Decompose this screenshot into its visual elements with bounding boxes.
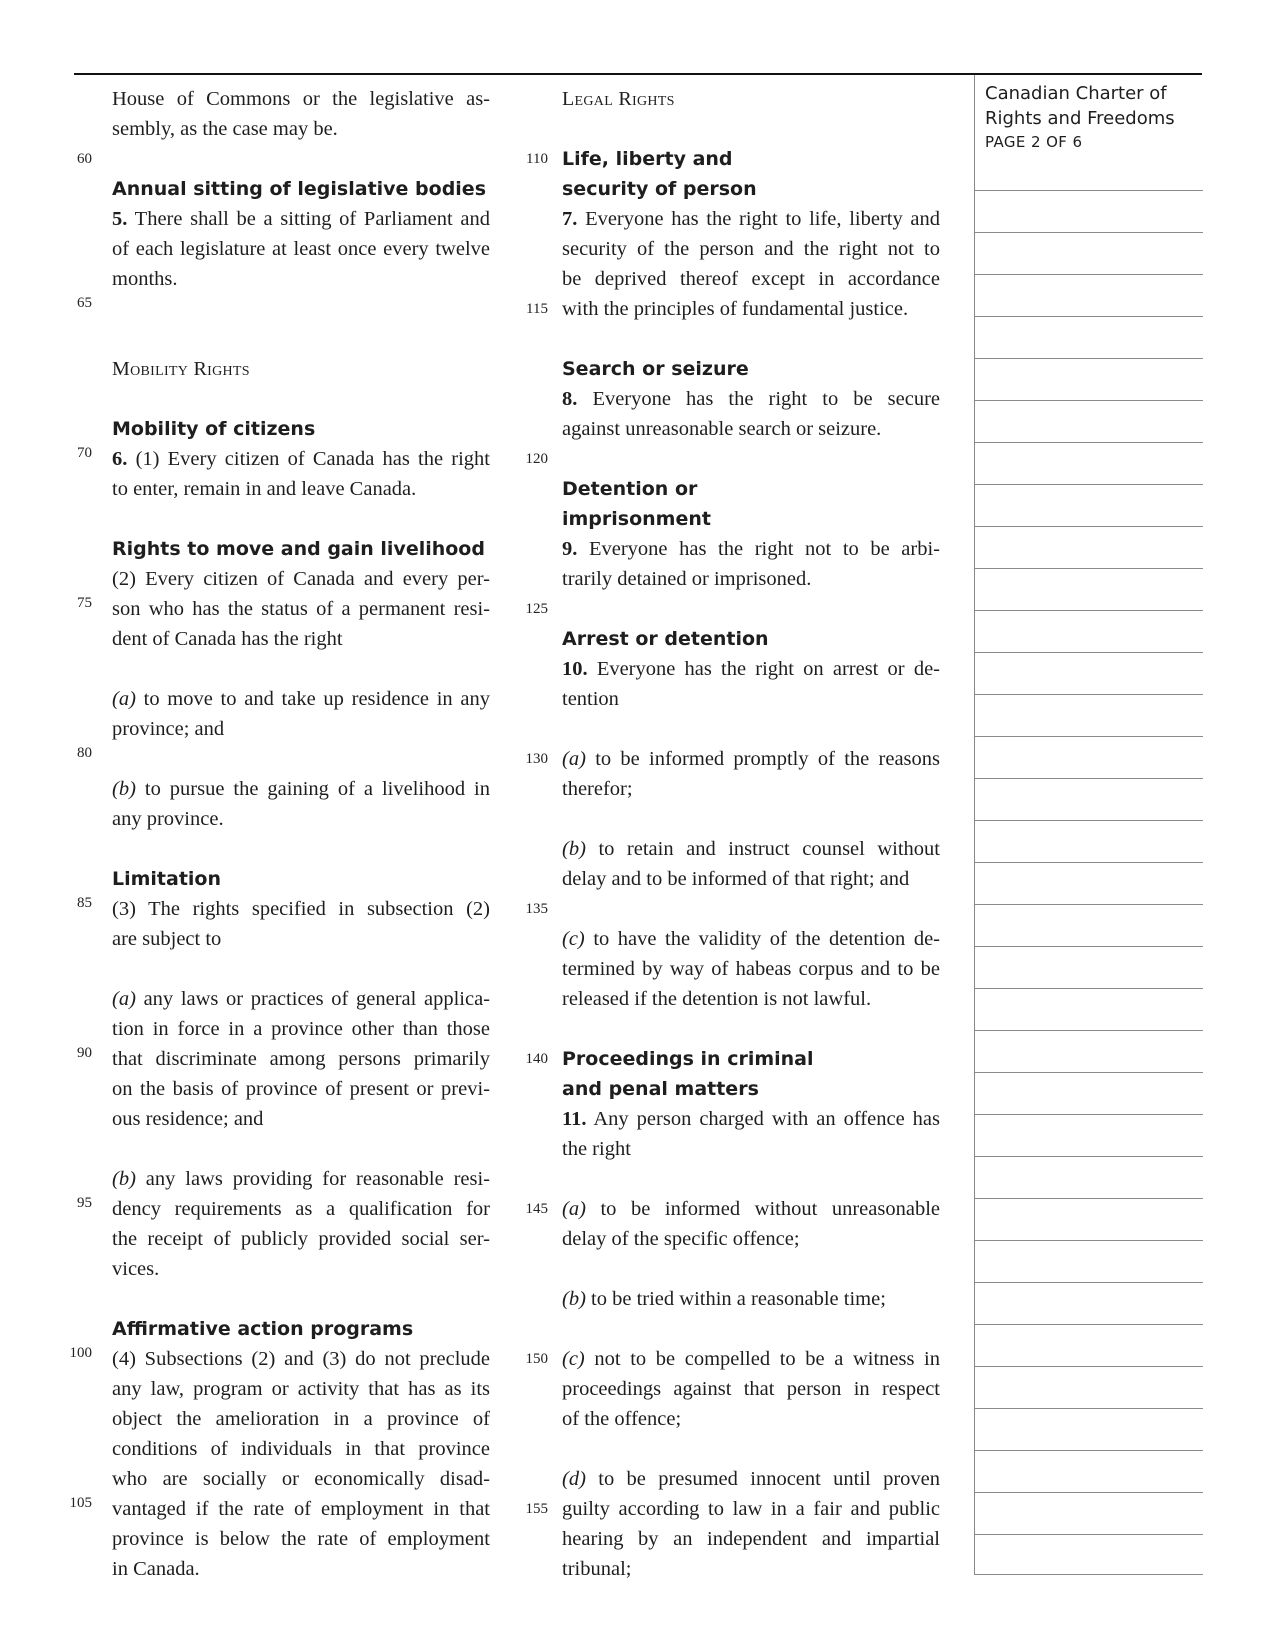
body-text-line: [562, 654, 940, 684]
blank-line: [562, 714, 940, 744]
note-line: [975, 736, 1203, 737]
body-text-line: [562, 834, 940, 864]
note-line: [975, 946, 1203, 947]
note-line: [975, 232, 1203, 233]
section-heading: Rights to move and gain livelihood: [112, 538, 485, 560]
blank-line: [112, 294, 490, 324]
section-number: 9.: [562, 538, 578, 560]
body-text-line: [562, 744, 940, 774]
note-line: [975, 568, 1203, 569]
notes-sidebar: [974, 75, 1203, 1575]
blank-line: [562, 1014, 940, 1044]
note-line: [975, 1156, 1203, 1157]
body-text-line: [562, 1284, 940, 1314]
body-text-line: released if the detention is not lawful.: [562, 988, 872, 1010]
body-text-line: therefor;: [562, 778, 633, 800]
section-heading: Arrest or detention: [562, 628, 769, 650]
line-number: 100: [69, 1345, 92, 1361]
paragraph-marker: (a): [562, 1198, 586, 1220]
body-text-line: [562, 1464, 940, 1494]
body-text-line: dent of Canada has the right: [112, 628, 343, 650]
note-line: [975, 1574, 1203, 1575]
body-text-line: son who has the status of a permanent resi-: [112, 598, 490, 620]
body-text-line: (2) Every citizen of Canada and every per-: [112, 568, 490, 590]
body-text: (1) Every citizen of Canada has the right: [135, 448, 490, 470]
blank-line: [562, 594, 940, 624]
blank-line: [562, 444, 940, 474]
note-line: [975, 1114, 1203, 1115]
body-text-line: sembly, as the case may be.: [112, 118, 338, 140]
note-line: [975, 694, 1203, 695]
body-text: Any person charged with an offence has: [593, 1108, 940, 1130]
body-text-line: [112, 774, 490, 804]
body-text: Everyone has the right to be secure: [592, 388, 941, 410]
note-line: [975, 1534, 1203, 1535]
line-number: 145: [525, 1201, 548, 1217]
note-line: [975, 1450, 1203, 1451]
blank-line: [112, 834, 490, 864]
line-number: 135: [525, 901, 548, 917]
body-text-line: [562, 1104, 940, 1134]
blank-line: [112, 1134, 490, 1164]
body-text-line: any law, program or activity that has as its: [112, 1378, 490, 1400]
line-number: 105: [69, 1495, 92, 1511]
body-text-line: vantaged if the rate of employment in that: [112, 1498, 490, 1520]
body-text-line: hearing by an independent and impartial: [562, 1528, 940, 1550]
line-number: 60: [77, 151, 92, 167]
part-heading: Legal Rights: [562, 88, 675, 110]
body-text-line: province is below the rate of employment: [112, 1528, 490, 1550]
body-text-line: [562, 1344, 940, 1374]
blank-line: [562, 1314, 940, 1344]
section-heading: Proceedings in criminal: [562, 1048, 814, 1070]
body-text-line: (4) Subsections (2) and (3) do not preclude: [112, 1348, 490, 1370]
body-text-line: province; and: [112, 718, 225, 740]
body-text-line: [562, 384, 940, 414]
section-heading: and penal matters: [562, 1078, 759, 1100]
body-text-line: security of the person and the right not to: [562, 238, 940, 260]
paragraph-marker: (b): [112, 1168, 136, 1190]
body-text-line: tion in force in a province other than those: [112, 1018, 490, 1040]
body-text-line: proceedings against that person in respect: [562, 1378, 940, 1400]
note-line: [975, 274, 1203, 275]
note-line: [975, 778, 1203, 779]
body-text: to move to and take up residence in any: [143, 688, 490, 710]
body-text-line: of the offence;: [562, 1408, 682, 1430]
note-line: [975, 862, 1203, 863]
body-text-line: delay and to be informed of that right; and: [562, 868, 910, 890]
note-line: [975, 1072, 1203, 1073]
body-text-line: ous residence; and: [112, 1108, 264, 1130]
blank-line: [112, 504, 490, 534]
body-text: any laws or practices of general applica-: [143, 988, 490, 1010]
blank-line: [562, 804, 940, 834]
blank-line: [562, 1164, 940, 1194]
body-text: any laws providing for reasonable resi-: [145, 1168, 490, 1190]
body-text: to retain and instruct counsel without: [598, 838, 941, 860]
section-heading: Affirmative action programs: [112, 1318, 414, 1340]
blank-line: [112, 654, 490, 684]
blank-line: [112, 744, 490, 774]
note-line: [975, 904, 1203, 905]
paragraph-marker: (b): [562, 838, 586, 860]
body-text-line: [112, 204, 490, 234]
note-line: [975, 820, 1203, 821]
line-number: 120: [525, 451, 548, 467]
paragraph-marker: (a): [112, 988, 136, 1010]
line-number: 70: [77, 445, 92, 461]
body-text-line: are subject to: [112, 928, 222, 950]
section-heading: security of person: [562, 178, 757, 200]
left-column: [112, 84, 490, 1584]
body-text-line: (3) The rights specified in subsection (2): [112, 898, 490, 920]
note-line: [975, 652, 1203, 653]
body-text-line: [562, 204, 940, 234]
blank-line: [112, 324, 490, 354]
paragraph-marker: (b): [562, 1288, 586, 1310]
section-number: 5.: [112, 208, 128, 230]
body-text-line: months.: [112, 268, 178, 290]
section-number: 8.: [562, 388, 578, 410]
blank-line: [112, 384, 490, 414]
section-heading: Mobility of citizens: [112, 418, 316, 440]
line-number: 90: [77, 1045, 92, 1061]
body-text: Everyone has the right not to be arbi-: [588, 538, 941, 560]
body-text-line: vices.: [112, 1258, 160, 1280]
section-number: 11.: [562, 1108, 587, 1130]
note-line: [975, 316, 1203, 317]
section-heading: Annual sitting of legislative bodies: [112, 178, 487, 200]
note-line: [975, 526, 1203, 527]
line-number: 110: [526, 151, 548, 167]
note-line: [975, 1366, 1203, 1367]
body-text-line: [112, 1164, 490, 1194]
note-line: [975, 1030, 1203, 1031]
body-text: to be tried within a reasonable time;: [591, 1288, 886, 1310]
blank-line: [112, 144, 490, 174]
body-text: Everyone has the right to life, liberty and: [585, 208, 940, 230]
body-text-line: on the basis of province of present or previ-: [112, 1078, 490, 1100]
body-text-line: [112, 444, 490, 474]
line-number: 85: [77, 895, 92, 911]
section-heading: Limitation: [112, 868, 222, 890]
body-text-line: the right: [562, 1138, 631, 1160]
blank-line: [562, 1254, 940, 1284]
body-text-line: trarily detained or imprisoned.: [562, 568, 812, 590]
body-text-line: conditions of individuals in that province: [112, 1438, 490, 1460]
body-text-line: dency requirements as a qualification for: [112, 1198, 490, 1220]
note-line: [975, 190, 1203, 191]
body-text: Everyone has the right on arrest or de-: [596, 658, 940, 680]
line-number: 65: [77, 295, 92, 311]
body-text: There shall be a sitting of Parliament and: [134, 208, 490, 230]
paragraph-marker: (a): [562, 748, 586, 770]
blank-line: [562, 114, 940, 144]
note-line: [975, 1324, 1203, 1325]
blank-line: [562, 894, 940, 924]
document-title: Canadian Charter of Rights and Freedoms: [985, 83, 1175, 129]
part-heading: Mobility Rights: [112, 358, 250, 380]
body-text-line: with the principles of fundamental justice.: [562, 298, 909, 320]
note-line: [975, 1282, 1203, 1283]
body-text-line: guilty according to law in a fair and public: [562, 1498, 940, 1520]
note-line: [975, 442, 1203, 443]
body-text-line: tention: [562, 688, 619, 710]
body-text-line: delay of the specific offence;: [562, 1228, 800, 1250]
note-line: [975, 400, 1203, 401]
line-number: 95: [77, 1195, 92, 1211]
note-line: [975, 1198, 1203, 1199]
section-number: 7.: [562, 208, 578, 230]
body-text-line: tribunal;: [562, 1558, 632, 1580]
paragraph-marker: (d): [562, 1468, 586, 1490]
blank-line: [112, 1284, 490, 1314]
body-text-line: [562, 534, 940, 564]
section-heading: Search or seizure: [562, 358, 749, 380]
note-line: [975, 610, 1203, 611]
body-text-line: to enter, remain in and leave Canada.: [112, 478, 417, 500]
body-text-line: object the amelioration in a province of: [112, 1408, 490, 1430]
paragraph-marker: (a): [112, 688, 136, 710]
note-line: [975, 1492, 1203, 1493]
blank-line: [562, 1434, 940, 1464]
body-text: to be informed promptly of the reasons: [595, 748, 941, 770]
note-line: [975, 1408, 1203, 1409]
line-number: 140: [525, 1051, 548, 1067]
body-text-line: House of Commons or the legislative as-: [112, 88, 490, 110]
line-number: 75: [77, 595, 92, 611]
body-text: to be presumed innocent until proven: [598, 1468, 941, 1490]
note-line: [975, 484, 1203, 485]
body-text-line: who are socially or economically disad-: [112, 1468, 490, 1490]
right-column: [562, 84, 940, 1584]
line-number: 150: [525, 1351, 548, 1367]
body-text-line: [112, 984, 490, 1014]
body-text-line: the receipt of publicly provided social ser-: [112, 1228, 490, 1250]
page-indicator: PAGE 2 OF 6: [985, 133, 1083, 151]
body-text-line: against unreasonable search or seizure.: [562, 418, 882, 440]
body-text-line: that discriminate among persons primarily: [112, 1048, 490, 1070]
body-text-line: [562, 924, 940, 954]
body-text: to have the validity of the detention de-: [593, 928, 940, 950]
body-text-line: in Canada.: [112, 1558, 200, 1580]
blank-line: [562, 324, 940, 354]
paragraph-marker: (c): [562, 928, 585, 950]
section-heading: imprisonment: [562, 508, 711, 530]
body-text-line: any province.: [112, 808, 224, 830]
body-text-line: of each legislature at least once every twelve: [112, 238, 490, 260]
section-heading: Life, liberty and: [562, 148, 733, 170]
line-number: 80: [77, 745, 92, 761]
body-text-line: termined by way of habeas corpus and to be: [562, 958, 940, 980]
paragraph-marker: (b): [112, 778, 136, 800]
line-number: 155: [525, 1501, 548, 1517]
note-line: [975, 1240, 1203, 1241]
line-number: 115: [526, 301, 548, 317]
section-number: 6.: [112, 448, 128, 470]
body-text-line: [562, 1194, 940, 1224]
line-number: 130: [525, 751, 548, 767]
body-text: not to be compelled to be a witness in: [594, 1348, 941, 1370]
body-text: to be informed without unreasonable: [600, 1198, 940, 1220]
note-line: [975, 988, 1203, 989]
section-heading: Detention or: [562, 478, 698, 500]
line-number: 125: [525, 601, 548, 617]
body-text-line: be deprived thereof except in accordance: [562, 268, 940, 290]
note-line: [975, 358, 1203, 359]
blank-line: [112, 954, 490, 984]
paragraph-marker: (c): [562, 1348, 585, 1370]
body-text-line: [112, 684, 490, 714]
section-number: 10.: [562, 658, 588, 680]
body-text: to pursue the gaining of a livelihood in: [144, 778, 491, 800]
